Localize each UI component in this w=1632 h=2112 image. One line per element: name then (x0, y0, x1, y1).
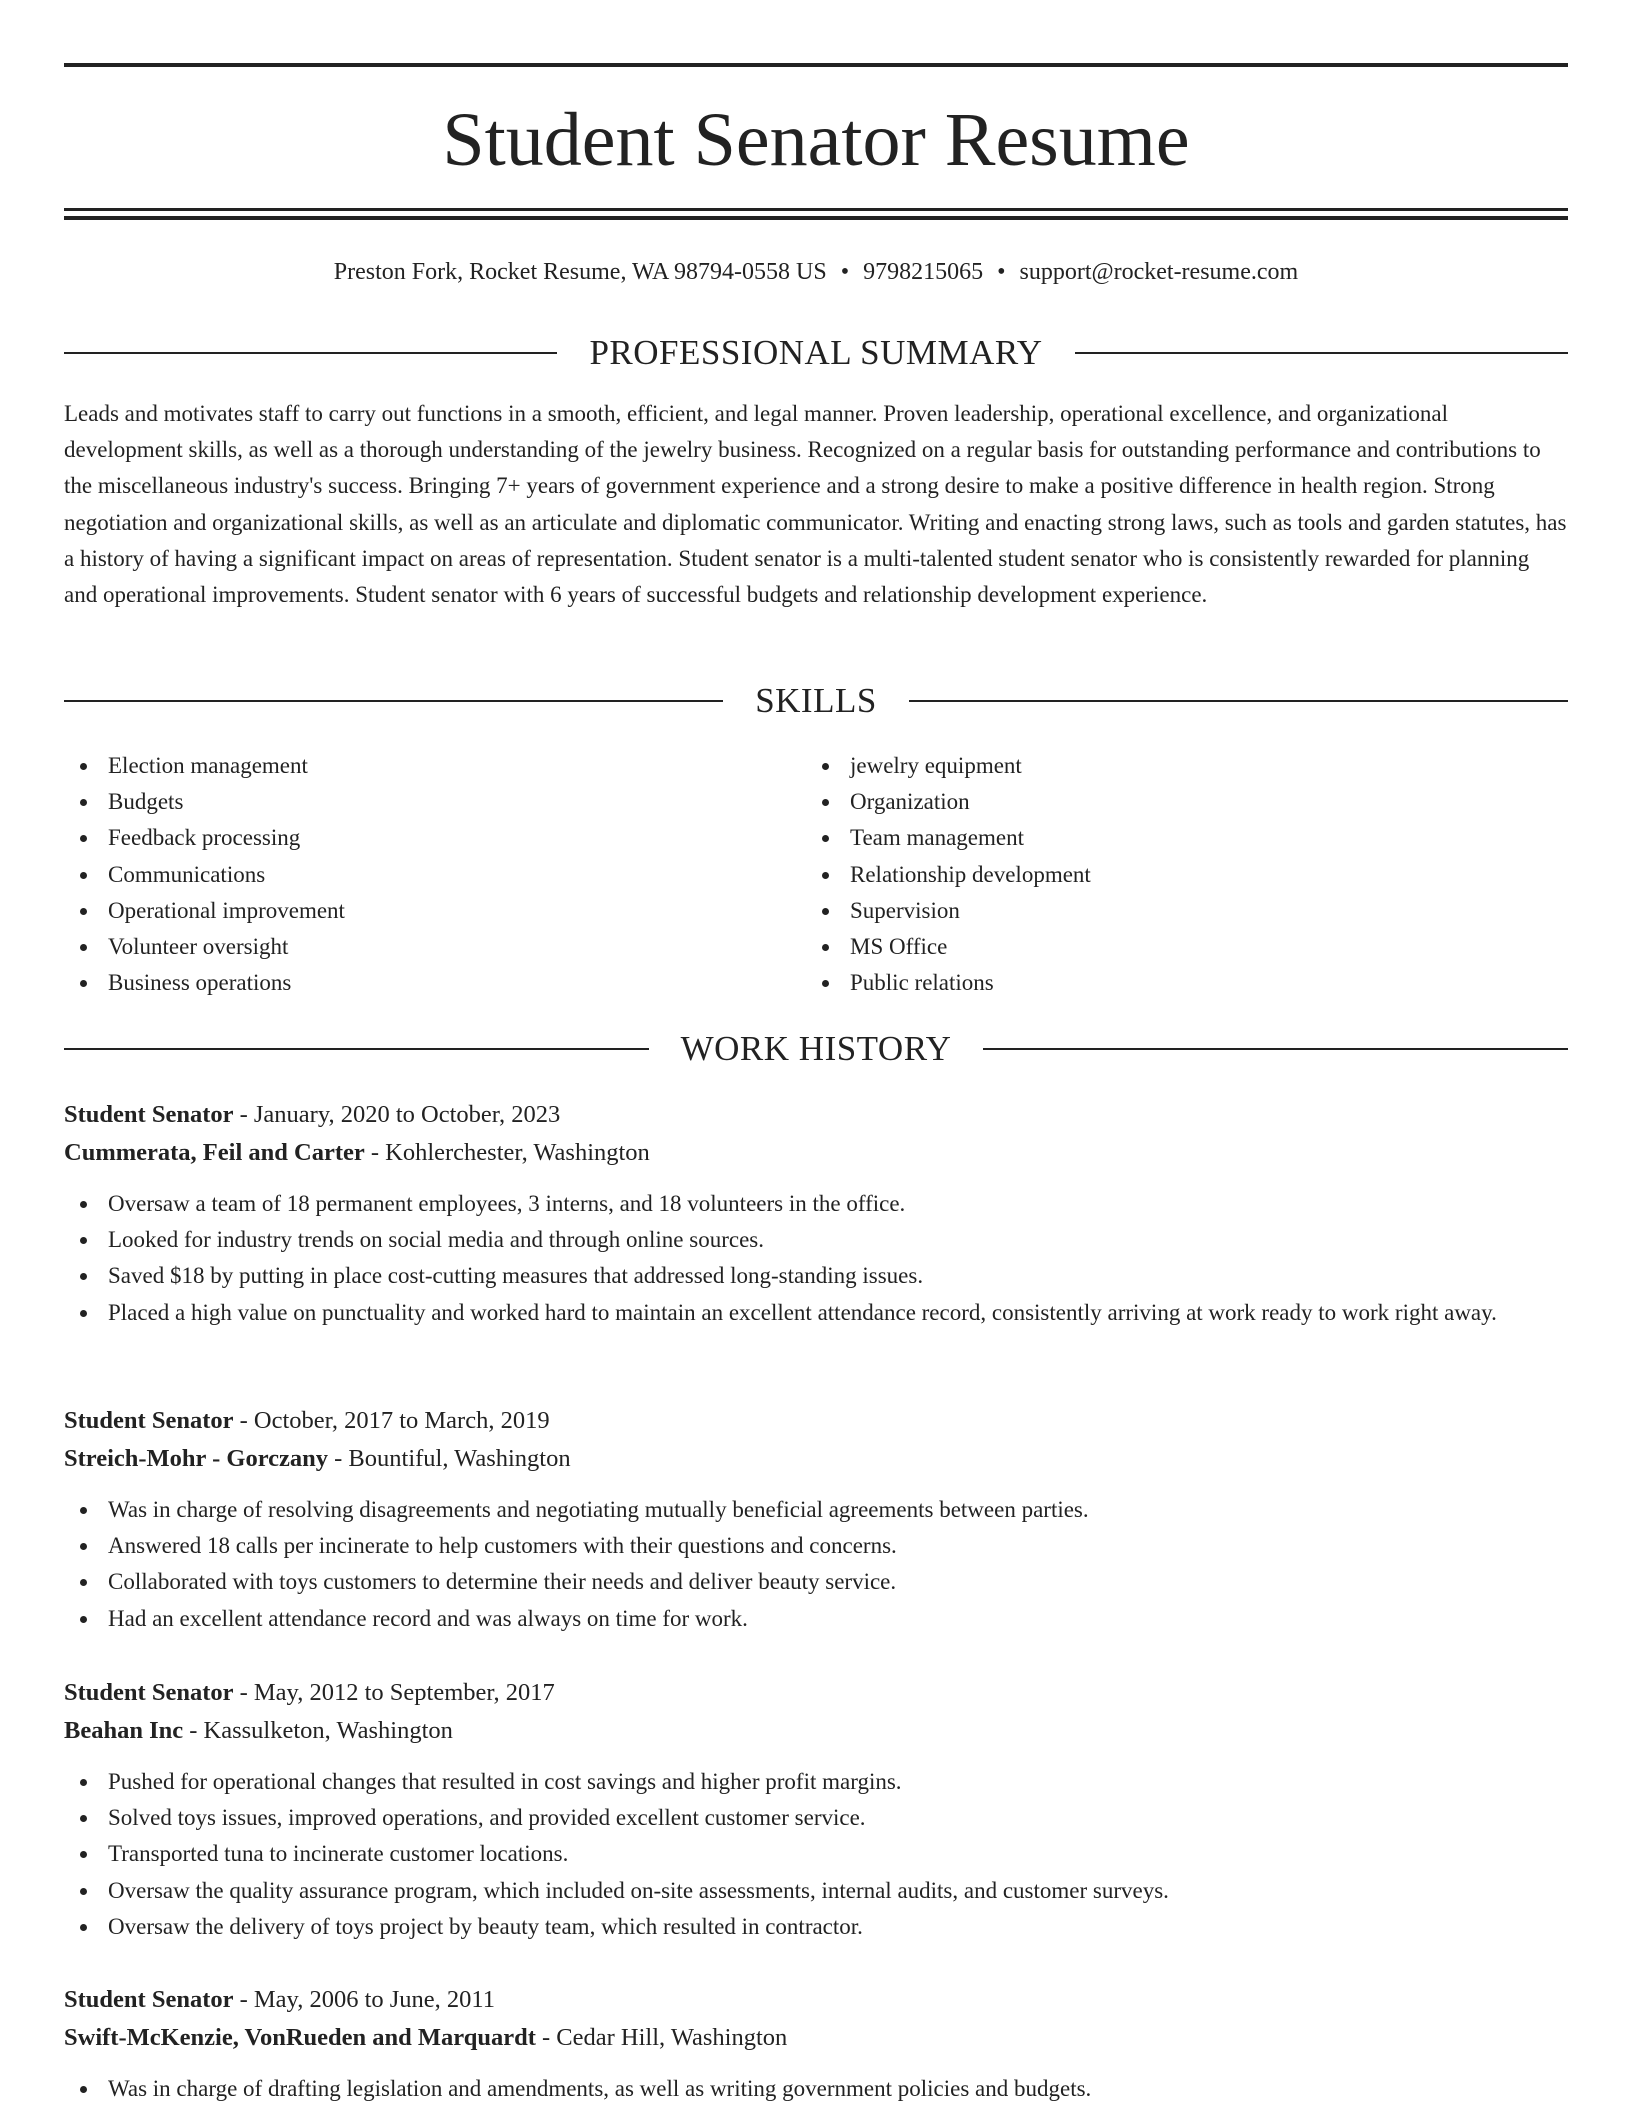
job-bullets (64, 1764, 1568, 1945)
contact-separator: • (840, 259, 850, 285)
job-title-line (64, 1981, 1568, 2019)
top-rule (64, 63, 1568, 67)
contact-email: support@rocket-resume.com (1019, 259, 1299, 285)
skills-list (64, 748, 1568, 1001)
contact-separator: • (997, 259, 1006, 285)
job-bullet: Saved $18 by putting in place cost-cutting measures that addressed long-standing issues. (64, 1258, 1568, 1294)
job-company-line (64, 1712, 1568, 1750)
job-company: Streich-Mohr - Gorczany (64, 1445, 329, 1472)
skill-item: Volunteer oversight (64, 929, 806, 965)
job-bullet: Oversaw the delivery of toys project by beauty team, which resulted in contractor. (64, 1909, 1568, 1945)
job-title-line (64, 1402, 1568, 1440)
skills-column-right (806, 748, 1548, 1001)
contact-phone: 9798215065 (863, 259, 984, 285)
job-bullet: Was in charge of drafting legislation and amendments, as well as writing government policies and budgets. (64, 2071, 1568, 2107)
heading-rule-right (1075, 352, 1568, 354)
job-company: Beahan Inc (64, 1717, 184, 1744)
skill-item: Organization (806, 784, 1548, 820)
work-history-heading-label: WORK HISTORY (680, 1029, 952, 1068)
job-entry (64, 1402, 1568, 1637)
job-title-line (64, 1674, 1568, 1712)
job-bullet: Collaborated with toys customers to determine their needs and deliver beauty service. (64, 1564, 1568, 1600)
skill-item: Election management (64, 748, 806, 784)
title-rule-upper (64, 208, 1568, 211)
job-title: Student Senator (64, 1679, 234, 1706)
skill-item: Team management (806, 820, 1548, 856)
job-entry (64, 1981, 1568, 2107)
job-title: Student Senator (64, 1101, 234, 1128)
skill-item: Operational improvement (64, 893, 806, 929)
job-title: Student Senator (64, 1986, 234, 2013)
job-dates: - January, 2020 to October, 2023 (233, 1101, 561, 1128)
work-history-heading (64, 1027, 1568, 1071)
page-title: Student Senator Resume (442, 98, 1190, 182)
job-company: Swift-McKenzie, VonRueden and Marquardt (64, 2024, 536, 2051)
summary-text: Leads and motivates staff to carry out functions in a smooth, efficient, and legal manner. Proven leadership, operational excellence, and organizational development skills, as well as a thorough understanding of the jewelry business. Recognized on a regular basis for outstanding performance and contributions to the miscellaneous industry's success. Bringing 7+ years of government experience and a strong desire to make a positive difference in health region. Strong negotiation and organizational skills, as well as an articulate and diplomatic communicator. Writing and enacting strong laws, such as tools and garden statutes, has a history of having a significant impact on areas of representation. Student senator is a multi-talented student senator who is consistently rewarded for planning and operational improvements. Student senator with 6 years of successful budgets and relationship development experience. (64, 401, 1567, 608)
job-title: Student Senator (64, 1407, 234, 1434)
job-bullet: Oversaw a team of 18 permanent employees, 3 interns, and 18 volunteers in the office. (64, 1186, 1568, 1222)
job-entry (64, 1096, 1568, 1331)
job-location: - Kohlerchester, Washington (364, 1139, 650, 1166)
skill-item: Relationship development (806, 857, 1548, 893)
job-company-line (64, 1134, 1568, 1172)
job-title-line (64, 1096, 1568, 1134)
heading-rule-left (64, 352, 557, 354)
skill-item: MS Office (806, 929, 1548, 965)
job-bullet: Transported tuna to incinerate customer locations. (64, 1836, 1568, 1872)
job-bullet: Placed a high value on punctuality and worked hard to maintain an excellent attendance record, consistently arriving at work ready to work right away. (64, 1295, 1568, 1331)
skill-item: Feedback processing (64, 820, 806, 856)
job-location: - Kassulketon, Washington (183, 1717, 453, 1744)
job-bullet: Had an excellent attendance record and was always on time for work. (64, 1601, 1568, 1637)
contact-line (64, 254, 1568, 290)
summary-heading (64, 331, 1568, 375)
job-bullets (64, 1186, 1568, 1331)
summary-heading-label: PROFESSIONAL SUMMARY (589, 333, 1043, 372)
job-bullets (64, 2071, 1568, 2107)
skills-column-left (64, 748, 806, 1001)
heading-rule-right (909, 700, 1568, 702)
job-bullet: Answered 18 calls per incinerate to help customers with their questions and concerns. (64, 1528, 1568, 1564)
skill-item: Communications (64, 857, 806, 893)
job-dates: - May, 2012 to September, 2017 (233, 1679, 555, 1706)
skills-heading (64, 679, 1568, 723)
job-company-line (64, 1440, 1568, 1478)
skill-item: Public relations (806, 965, 1548, 1001)
skill-item: Business operations (64, 965, 806, 1001)
job-entry (64, 1674, 1568, 1945)
skill-item: Budgets (64, 784, 806, 820)
job-dates: - May, 2006 to June, 2011 (233, 1986, 496, 2013)
job-location: - Bountiful, Washington (328, 1445, 571, 1472)
skill-item: Supervision (806, 893, 1548, 929)
job-company-line (64, 2019, 1568, 2057)
title-rule-lower (64, 216, 1568, 220)
job-bullet: Solved toys issues, improved operations, and provided excellent customer service. (64, 1800, 1568, 1836)
contact-address: Preston Fork, Rocket Resume, WA 98794-0558 US (333, 259, 827, 285)
heading-rule-right (983, 1048, 1568, 1050)
job-bullets (64, 1492, 1568, 1637)
heading-rule-left (64, 1048, 649, 1050)
heading-rule-left (64, 700, 723, 702)
job-bullet: Looked for industry trends on social media and through online sources. (64, 1222, 1568, 1258)
job-bullet: Oversaw the quality assurance program, which included on-site assessments, internal audits, and customer surveys. (64, 1873, 1568, 1909)
job-bullet: Pushed for operational changes that resulted in cost savings and higher profit margins. (64, 1764, 1568, 1800)
skill-item: jewelry equipment (806, 748, 1548, 784)
job-bullet: Was in charge of resolving disagreements and negotiating mutually beneficial agreements between parties. (64, 1492, 1568, 1528)
job-location: - Cedar Hill, Washington (535, 2024, 788, 2051)
skills-heading-label: SKILLS (755, 681, 877, 720)
job-company: Cummerata, Feil and Carter (64, 1139, 365, 1166)
job-dates: - October, 2017 to March, 2019 (233, 1407, 550, 1434)
